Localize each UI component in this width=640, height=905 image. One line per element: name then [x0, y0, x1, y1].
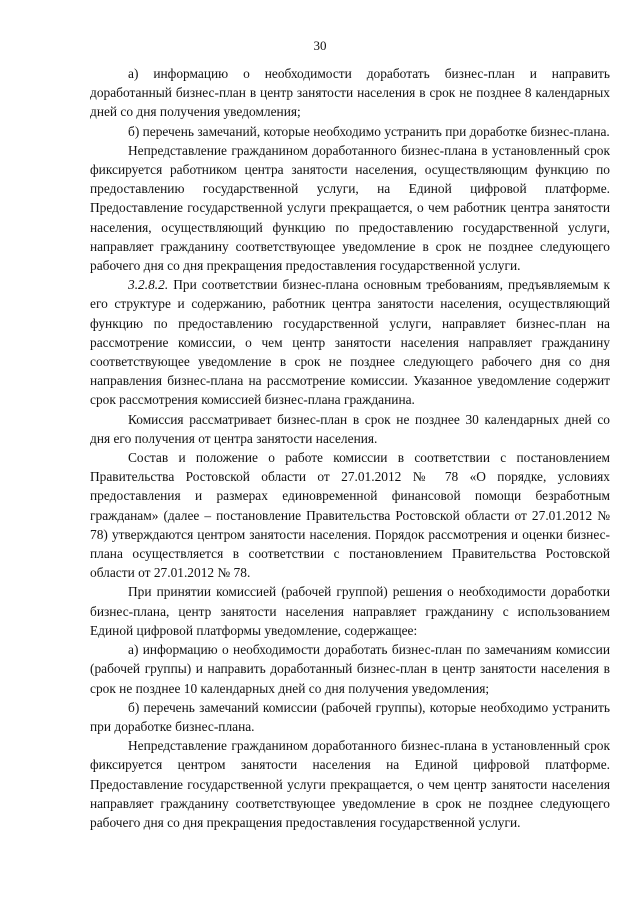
page-number: 30: [313, 38, 327, 53]
paragraph-item-a-8-days: а) информацию о необходимости доработать бизнес-план и направить доработанный бизнес-план в центр занятости населения в срок не позднее 8 календарных дней со дня получения уведомления;: [90, 66, 610, 120]
paragraph-item-a-10-days: а) информацию о необходимости доработать бизнес-план по замечаниям комиссии (рабочей группы) и направить доработанный бизнес-план в центр занятости населения в срок не позднее 10 календарных дней со дня получения уведомления;: [90, 642, 610, 696]
paragraph-non-submission-worker: Непредставление гражданином доработанного бизнес-плана в установленный срок фиксируется работником центра занятости населения, осуществляющим функцию по предоставлению государственной услуги, на Единой цифровой платформе. Предоставление государственной услуги прекращается, о чем работник центра занятости населения, осуществляющий функцию по предоставлению государственной услуги, направляет гражданину соответствующее уведомление в срок не позднее следующего рабочего дня со дня прекращения предоставления государственной услуги.: [90, 142, 610, 274]
clause-number: 3.2.8.2.: [128, 277, 169, 293]
document-body: [90, 64, 610, 832]
paragraph-revision-decision: При принятии комиссией (рабочей группой) решения о необходимости доработки бизнес-плана, центр занятости населения направляет гражданину с использованием Единой цифровой платформы уведомление, содержащее:: [90, 584, 610, 638]
paragraph-3-2-8-2: [90, 275, 610, 409]
paragraph-item-b-remarks: б) перечень замечаний, которые необходимо устранить при доработке бизнес-плана.: [128, 123, 610, 139]
paragraph-item-b-commission-remarks: б) перечень замечаний комиссии (рабочей группы), которые необходимо устранить при доработке бизнес-плана.: [90, 699, 610, 734]
clause-text: При соответствии бизнес-плана основным требованиям, предъявляемым к его структуре и содержанию, работник центра занятости населения, осуществляющий функцию по предоставлению государственной услуги, направляет бизнес-план на рассмотрение комиссии, о чем центр занятости населения направляет гражданину соответствующее уведомление в срок не позднее следующего рабочего дня со дня направления бизнес-плана на рассмотрение комиссии. Указанное уведомление содержит срок рассмотрения комиссией бизнес-плана гражданина.: [90, 277, 610, 408]
paragraph-non-submission-center: Непредставление гражданином доработанного бизнес-плана в установленный срок фиксируется центром занятости населения на Единой цифровой платформе. Предоставление государственной услуги прекращается, о чем центр занятости населения направляет гражданину соответствующее уведомление в срок не позднее следующего рабочего дня со дня прекращения предоставления государственной услуги.: [90, 738, 610, 830]
paragraph-commission-composition: Состав и положение о работе комиссии в соответствии с постановлением Правительства Ростовской области от 27.01.2012 № 78 «О порядке, условиях предоставления и размерах единовременной финансовой помощи безработным гражданам» (далее – постановление Правительства Ростовской области от 27.01.2012 № 78) утверждаются центром занятости населения. Порядок рассмотрения и оценки бизнес-плана осуществляется в соответствии с постановлением Правительства Ростовской области от 27.01.2012 № 78.: [90, 450, 610, 581]
paragraph-commission-30-days: Комиссия рассматривает бизнес-план в срок не позднее 30 календарных дней со дня его получения от центра занятости населения.: [90, 411, 610, 446]
